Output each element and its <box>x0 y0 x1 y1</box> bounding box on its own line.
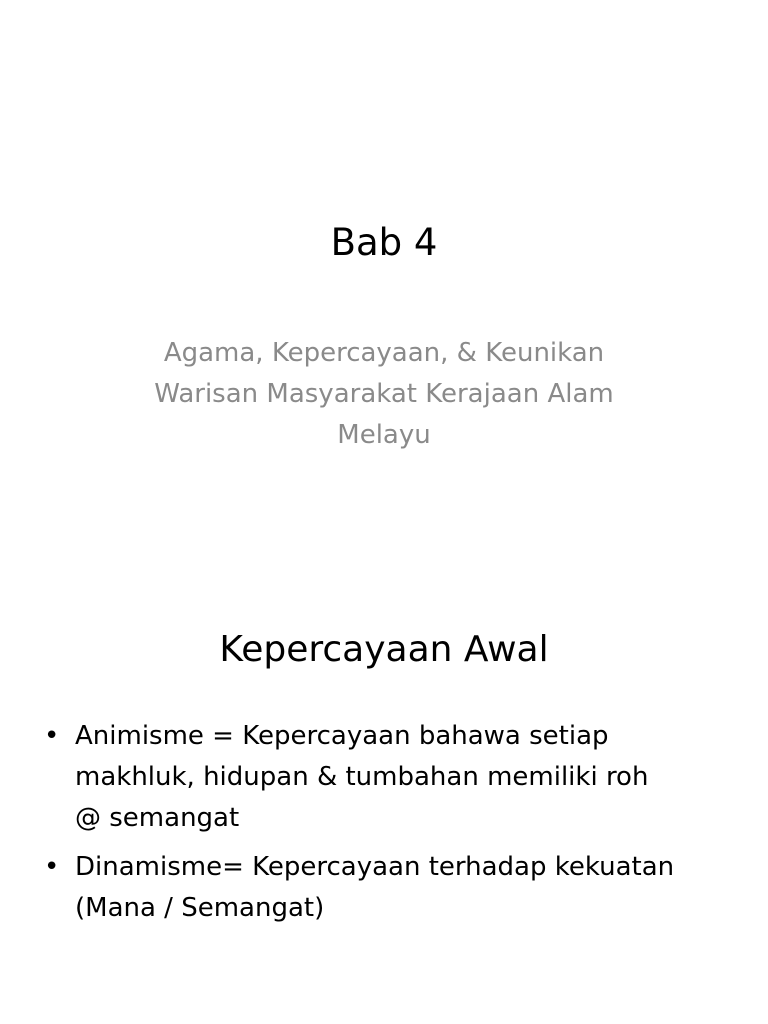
slide-subtitle <box>84 333 684 456</box>
bullet-dot-icon: • <box>44 852 60 882</box>
subtitle-line: Melayu <box>337 420 431 450</box>
slide-title: Bab 4 <box>330 221 438 264</box>
bullet-item-animisme <box>44 716 734 839</box>
content-slide <box>0 576 768 1024</box>
bullet-line: makhluk, hidupan & tumbahan memiliki roh <box>75 762 649 792</box>
bullet-list <box>44 716 734 937</box>
bullet-line: Dinamisme= Kepercayaan terhadap kekuatan <box>75 852 675 882</box>
bullet-line: @ semangat <box>75 803 240 833</box>
bullet-item-dinamisme <box>44 847 734 929</box>
content-slide-title: Kepercayaan Awal <box>219 629 549 670</box>
bullet-dot-icon: • <box>44 721 60 751</box>
subtitle-line: Warisan Masyarakat Kerajaan Alam <box>154 379 614 409</box>
bullet-line: (Mana / Semangat) <box>75 893 325 923</box>
subtitle-line: Agama, Kepercayaan, & Keunikan <box>163 338 605 368</box>
bullet-line: Animisme = Kepercayaan bahawa setiap <box>75 721 609 751</box>
